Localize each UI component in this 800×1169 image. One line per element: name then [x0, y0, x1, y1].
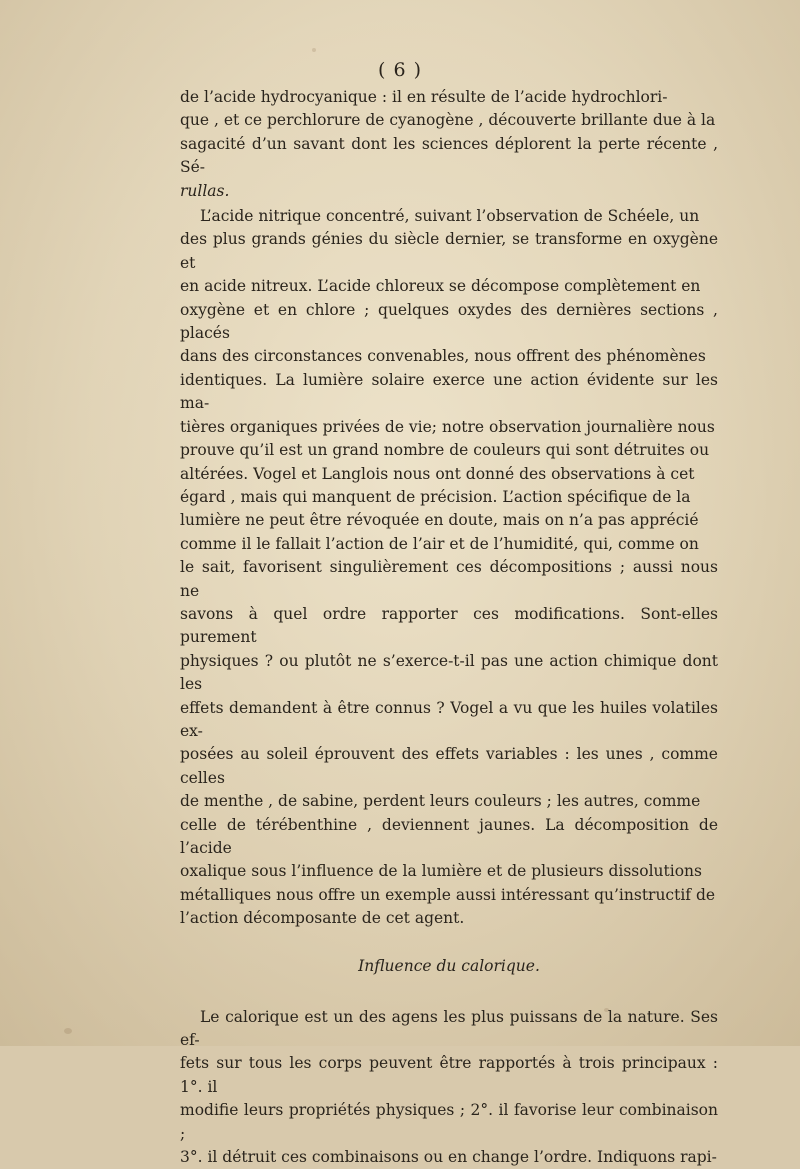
text-line: 3°. il détruit ces combinaisons ou en change l’ordre. Indiquons rapi-	[180, 1148, 717, 1167]
text-line: rullas.	[180, 181, 230, 200]
text-line: fets sur tous les corps peuvent être rapportés à trois principaux : 1°. il	[180, 1054, 718, 1096]
text-line: identiques. La lumière solaire exerce une action évidente sur les ma-	[180, 370, 718, 413]
text-line: oxygène et en chlore ; quelques oxydes des dernières sections , placés	[180, 300, 718, 343]
text-line: altérées. Vogel et Langlois nous ont donné des observations à cet	[180, 464, 695, 483]
text-line: métalliques nous offre un exemple aussi intéressant qu’instructif de	[180, 885, 716, 904]
text-line: de menthe , de sabine, perdent leurs couleurs ; les autres, comme	[180, 792, 701, 811]
text-line: savons à quel ordre rapporter ces modifications. Sont-elles purement	[180, 604, 718, 647]
paper-stain	[312, 48, 316, 52]
text-line: modifie leurs propriétés physiques ; 2°. il favorise leur combinaison ;	[180, 1101, 718, 1143]
text-line: de l’acide hydrocyanique : il en résulte de l’acide hydrochlori-	[180, 88, 668, 106]
page-number: ( 6 )	[378, 59, 422, 81]
text-line: que , et ce perchlorure de cyanogène , découverte brillante due à la	[180, 111, 716, 130]
text-line: en acide nitreux. L’acide chloreux se décompose complètement en	[180, 277, 701, 296]
text-line: comme il le fallait l’action de l’air et de l’humidité, qui, comme on	[180, 534, 699, 553]
text-line: sagacité d’un savant dont les sciences déplorent la perte récente , Sé-	[180, 134, 718, 177]
paragraph-calorique	[180, 1006, 718, 1169]
text-line: physiques ? ou plutôt ne s’exerce-t-il pas une action chimique dont les	[180, 651, 718, 694]
text-line: Le calorique est un des agens les plus puissans de la nature. Ses ef-	[180, 1007, 718, 1050]
text-line: celle de térébenthine , deviennent jaunes. La décomposition de l’acide	[180, 815, 718, 857]
text-line: posées au soleil éprouvent des effets variables : les unes , comme celles	[180, 745, 718, 787]
text-line: égard , mais qui manquent de précision. L’action spécifique de la	[180, 487, 691, 506]
text-line: le sait, favorisent singulièrement ces décompositions ; aussi nous ne	[180, 558, 718, 600]
paragraph-acide-nitrique	[180, 205, 718, 931]
paper-stain	[64, 1028, 72, 1034]
text-line: effets demandent à être connus ? Vogel a vu que les huiles volatiles ex-	[180, 698, 718, 740]
text-line: prouve qu’il est un grand nombre de couleurs qui sont détruites ou	[180, 441, 710, 460]
text-line: l’action décomposante de cet agent.	[180, 909, 465, 928]
text-line: tières organiques privées de vie; notre observation journalière nous	[180, 417, 715, 436]
section-heading: Influence du calorique.	[358, 956, 540, 975]
text-line: dans des circonstances convenables, nous offrent des phénomènes	[180, 347, 706, 366]
body-text	[180, 86, 718, 1169]
text-line: oxalique sous l’influence de la lumière et de plusieurs dissolutions	[180, 862, 702, 881]
text-line: lumière ne peut être révoquée en doute, mais on n’a pas apprécié	[180, 511, 699, 530]
text-line: L’acide nitrique concentré, suivant l’observation de Schéele, un	[200, 207, 700, 226]
text-line: des plus grands génies du siècle dernier, se transforme en oxygène et	[180, 230, 718, 272]
paragraph-continuation	[180, 86, 718, 203]
